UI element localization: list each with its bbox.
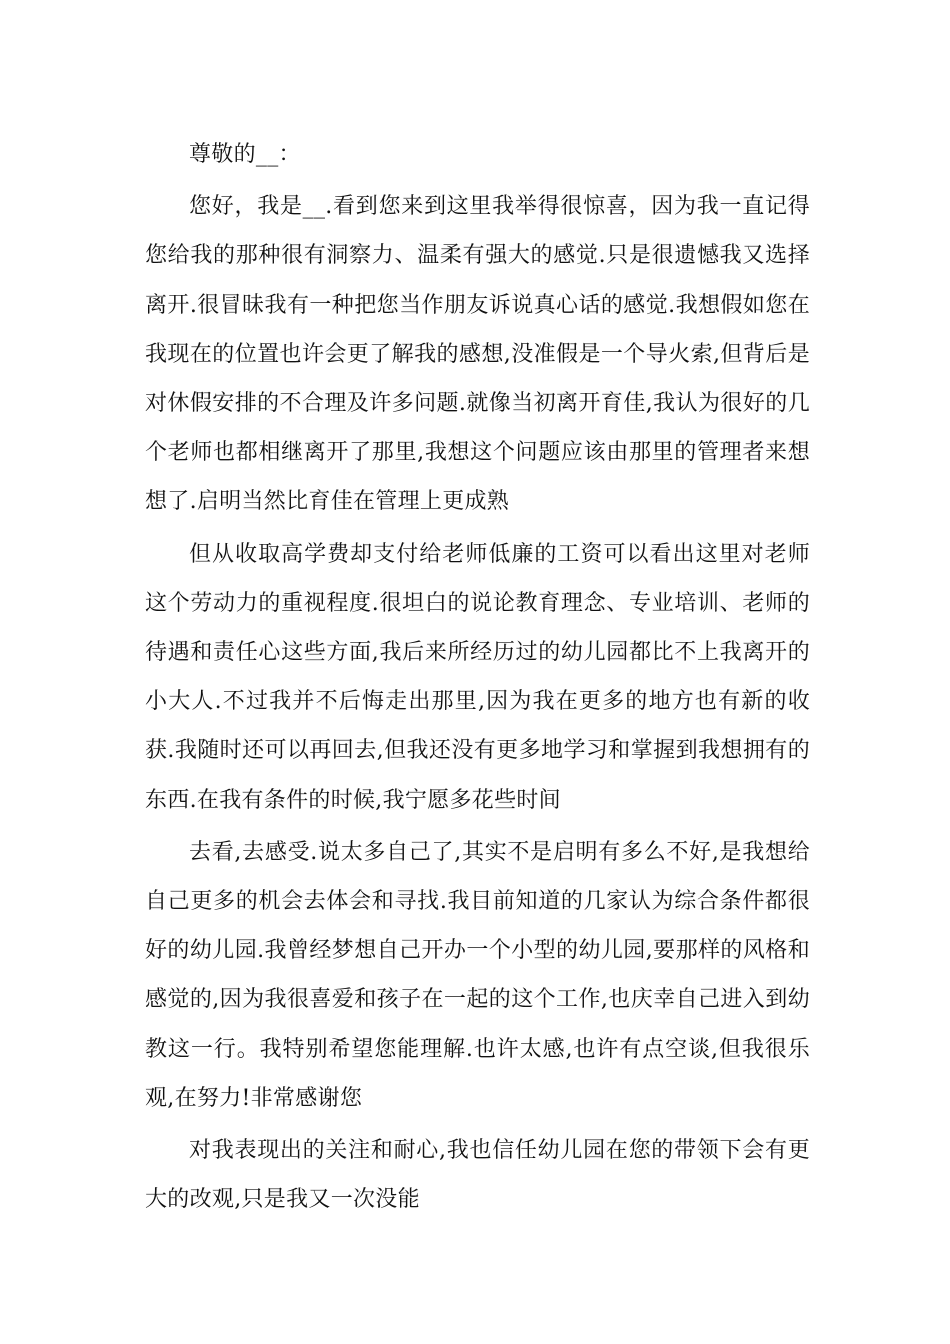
letter-body xyxy=(145,130,810,1224)
letter-greeting: 尊敬的__： xyxy=(189,142,301,167)
letter-paragraph-3: 去看,去感受.说太多自己了,其实不是启明有多么不好,是我想给自己更多的机会去体会和寻找.我目前知道的几家认为综合条件都很好的幼儿园.我曾经梦想自己开办一个小型的幼儿园,要那样的风格和感觉的,因为我很喜爱和孩子在一起的这个工作,也庆幸自己进入到幼教这一行。我特别希望您能理解.也许太感,也许有点空谈,但我很乐观,在努力!非常感谢您 xyxy=(145,839,810,1111)
letter-paragraph-4: 对我表现出的关注和耐心,我也信任幼儿园在您的带领下会有更大的改观,只是我又一次没能 xyxy=(145,1138,810,1213)
letter-paragraph-1: 您好，我是__.看到您来到这里我举得很惊喜，因为我一直记得您给我的那种很有洞察力、温柔有强大的感觉.只是很遗憾我又选择离开.很冒昧我有一种把您当作朋友诉说真心话的感觉.我想假如您在我现在的位置也许会更了解我的感想,没准假是一个导火索,但背后是对休假安排的不合理及许多问题.就像当初离开育佳,我认为很好的几个老师也都相继离开了那里,我想这个问题应该由那里的管理者来想想了.启明当然比育佳在管理上更成熟 xyxy=(145,194,810,515)
letter-paragraph-2: 但从收取高学费却支付给老师低廉的工资可以看出这里对老师这个劳动力的重视程度.很坦白的说论教育理念、专业培训、老师的待遇和责任心这些方面,我后来所经历过的幼儿园都比不上我离开的小大人.不过我并不后悔走出那里,因为我在更多的地方也有新的收获.我随时还可以再回去,但我还没有更多地学习和掌握到我想拥有的东西.在我有条件的时候,我宁愿多花些时间 xyxy=(145,541,810,813)
